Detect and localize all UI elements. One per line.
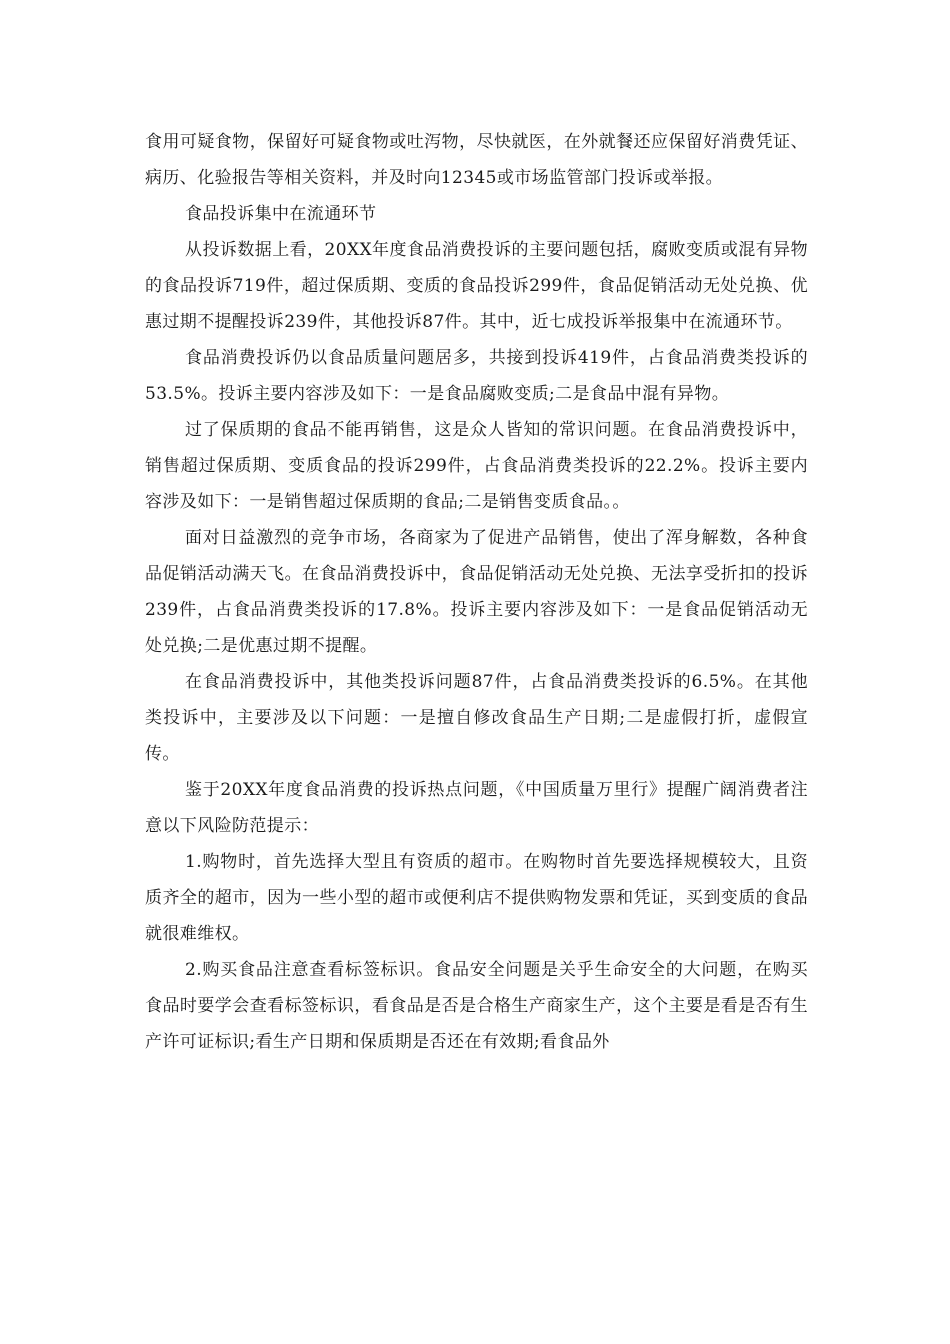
paragraph-1: 食用可疑食物，保留好可疑食物或吐泻物，尽快就医，在外就餐还应保留好消费凭证、病历、化验报告等相关资料，并及时向12345或市场监管部门投诉或举报。 — [145, 132, 808, 188]
paragraph-8: 鉴于20XX年度食品消费的投诉热点问题，《中国质量万里行》提醒广阔消费者注意以下风险防范提示： — [145, 780, 808, 836]
paragraph-3: 从投诉数据上看，20XX年度食品消费投诉的主要问题包括，腐败变质或混有异物的食品投诉719件，超过保质期、变质的食品投诉299件，食品促销活动无处兑换、优惠过期不提醒投诉239件，其他投诉87件。其中，近七成投诉举报集中在流通环节。 — [145, 240, 808, 332]
paragraph-7: 在食品消费投诉中，其他类投诉问题87件，占食品消费类投诉的6.5%。在其他类投诉中，主要涉及以下问题：一是擅自修改食品生产日期;二是虚假打折，虚假宣传。 — [145, 672, 808, 764]
paragraph-5: 过了保质期的食品不能再销售，这是众人皆知的常识问题。在食品消费投诉中，销售超过保质期、变质食品的投诉299件，占食品消费类投诉的22.2%。投诉主要内容涉及如下：一是销售超过保质期的食品;二是销售变质食品。。 — [145, 420, 808, 512]
document-body — [145, 124, 808, 1060]
paragraph-10: 2.购买食品注意查看标签标识。食品安全问题是关乎生命安全的大问题，在购买食品时要学会查看标签标识，看食品是否是合格生产商家生产，这个主要是看是否有生产许可证标识;看生产日期和保质期是否还在有效期;看食品外 — [145, 960, 808, 1052]
paragraph-6: 面对日益激烈的竞争市场，各商家为了促进产品销售，使出了浑身解数，各种食品促销活动满天飞。在食品消费投诉中，食品促销活动无处兑换、无法享受折扣的投诉239件，占食品消费类投诉的17.8%。投诉主要内容涉及如下：一是食品促销活动无处兑换;二是优惠过期不提醒。 — [145, 528, 808, 656]
section-heading: 食品投诉集中在流通环节 — [185, 204, 377, 224]
paragraph-9: 1.购物时，首先选择大型且有资质的超市。在购物时首先要选择规模较大，且资质齐全的超市，因为一些小型的超市或便利店不提供购物发票和凭证，买到变质的食品就很难维权。 — [145, 852, 808, 944]
paragraph-4: 食品消费投诉仍以食品质量问题居多，共接到投诉419件，占食品消费类投诉的53.5%。投诉主要内容涉及如下：一是食品腐败变质;二是食品中混有异物。 — [145, 348, 808, 404]
